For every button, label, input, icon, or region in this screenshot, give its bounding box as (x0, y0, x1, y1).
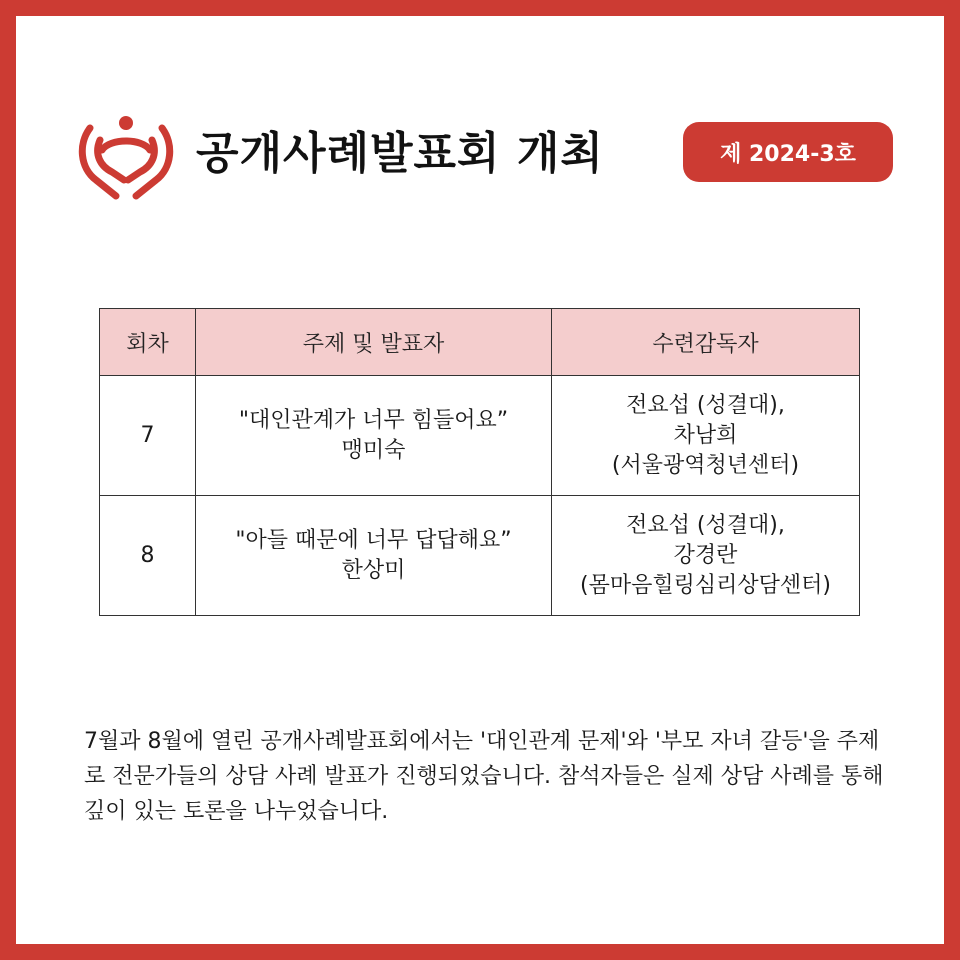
presenter-name: 한상미 (341, 557, 406, 583)
issue-badge: 제 2024-3호 (683, 122, 893, 182)
topic-cell (196, 496, 552, 616)
summary-paragraph: 7월과 8월에 열린 공개사례발표회에서는 '대인관계 문제'와 '부모 자녀 갈등'을 주제로 전문가들의 상담 사례 발표가 진행되었습니다. 참석자들은 실제 상담 사례를 통해 깊이 있는 토론을 나누었습니다. (84, 729, 884, 824)
topic-title: "대인관계가 너무 힘들어요” (238, 407, 509, 433)
supervisor-line: 전요섭 (성결대), (626, 392, 785, 418)
table-header-row (100, 309, 860, 376)
column-header-supervisor: 수련감독자 (552, 309, 860, 376)
caring-hands-person-icon (76, 110, 176, 206)
topic-cell (196, 376, 552, 496)
topic-title: "아들 때문에 너무 답답해요” (235, 527, 512, 553)
table-row (100, 376, 860, 496)
presenter-name: 맹미숙 (341, 437, 406, 463)
supervisor-line: (서울광역청년센터) (611, 452, 800, 478)
sessions-table (99, 308, 860, 616)
supervisor-line: 전요섭 (성결대), (626, 512, 785, 538)
supervisor-cell (552, 376, 860, 496)
supervisor-cell (552, 496, 860, 616)
table-row (100, 496, 860, 616)
supervisor-line: (몸마음힐링심리상담센터) (580, 572, 831, 598)
column-header-topic: 주제 및 발표자 (196, 309, 552, 376)
page-title: 공개사례발표회 개최 (196, 128, 604, 179)
supervisor-line: 차남희 (673, 422, 738, 448)
column-header-round: 회차 (100, 309, 196, 376)
supervisor-line: 강경란 (673, 542, 738, 568)
round-cell: 8 (100, 496, 196, 616)
round-cell: 7 (100, 376, 196, 496)
